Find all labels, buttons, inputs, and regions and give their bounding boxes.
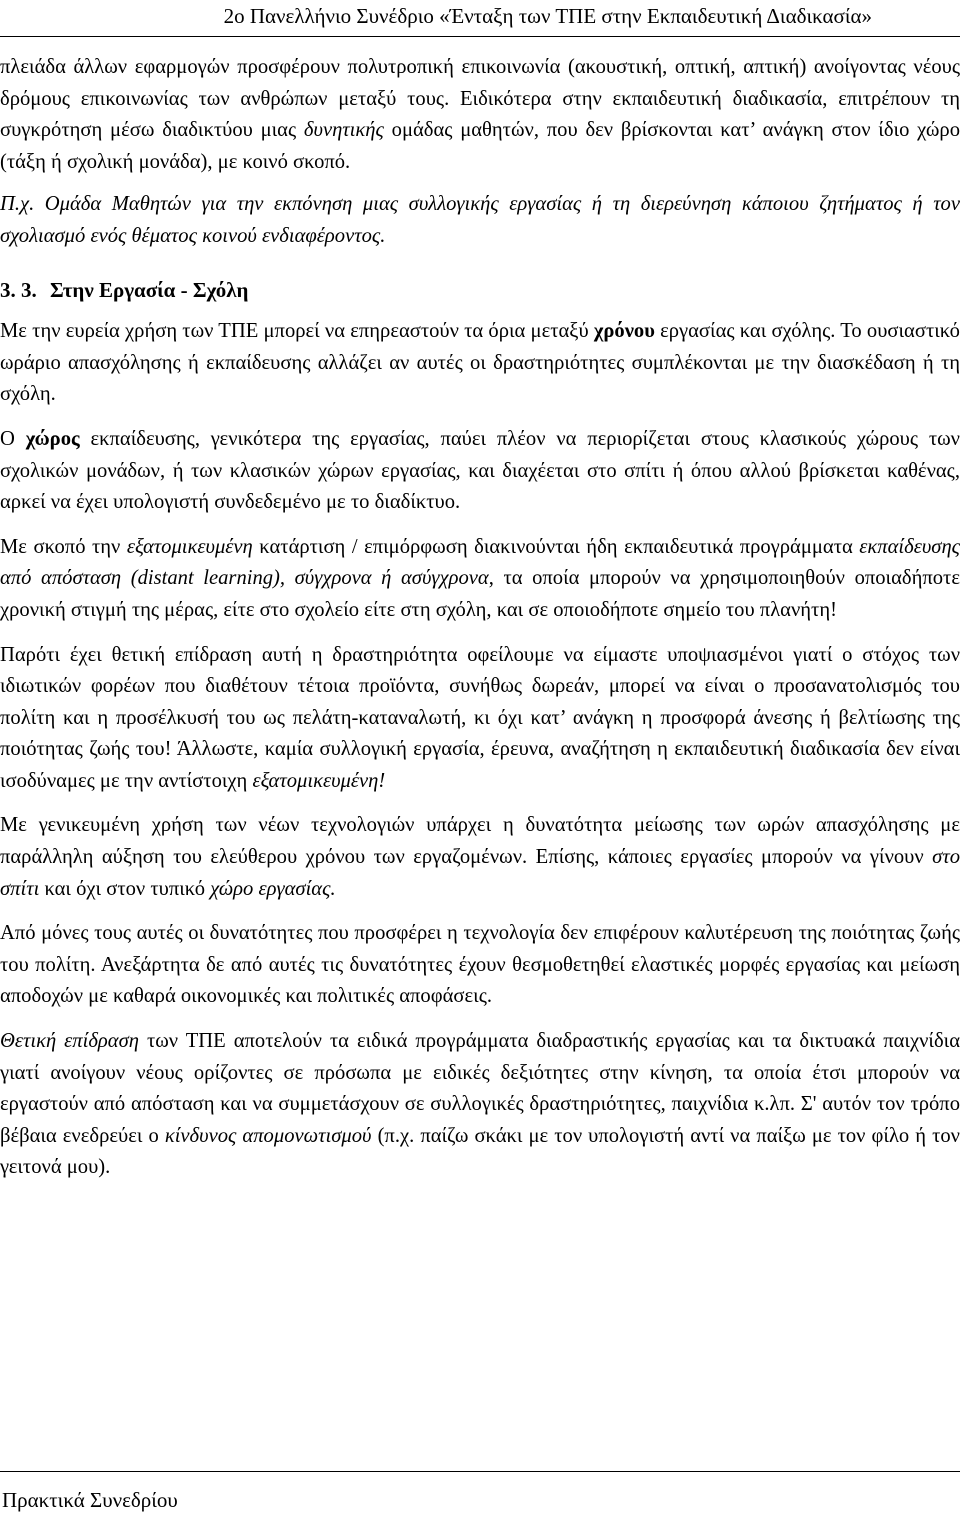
text-run: Με γενικευμένη χρήση των νέων τεχνολογιών υπάρχει η δυνατότητα μείωσης των ωρών απασχόλησης με παράλληλη αύξηση του ελεύθερου χρόνου των εργαζομένων. Επίσης, κάποιες εργασίες μπορούν να γίνουν: [0, 814, 960, 869]
section-heading: [0, 275, 960, 307]
text-run: χώρος: [25, 427, 80, 450]
running-header: [0, 0, 960, 37]
paragraph-example: [0, 189, 960, 252]
paragraph-space: [0, 424, 960, 519]
paragraph-positive-effect: [0, 1026, 960, 1184]
paragraph-distance-learning: [0, 532, 960, 627]
text-run: δυνητικής: [303, 119, 384, 142]
running-footer: [0, 1471, 960, 1522]
text-run: Ο: [0, 427, 26, 450]
text-run: Από μόνες τους αυτές οι δυνατότητες που προσφέρει η τεχνολογία δεν επιφέρουν καλυτέρευση της ποιότητας ζωής του πολίτη. Ανεξάρτητα δε από αυτές τις δυνατότητες έχουν θεσμοθετηθεί ελαστικές μορφές εργασίας και μείωση αποδοχών με καθαρά οικονομικές και πολιτικές αποφάσεις.: [0, 922, 960, 1008]
text-run: Π.χ. Ομάδα Μαθητών για την εκπόνηση μιας συλλογικής εργασίας ή τη διερεύνηση κάποιου ζητήματος ή τον σχολιασμό ενός θέματος κοινού ενδιαφέροντος.: [0, 193, 960, 247]
text-run: πλειάδα άλλων εφαρμογών προσφέρουν πολυτροπική επικοινωνία (ακουστική, οπτική, απτική) ανοίγοντας νέους δρόμους επικοινωνίας των ανθρώπων μεταξύ τους. Ειδικότερα στην εκπαιδευτική διαδικασία, επιτρέπουν τη συγκρότηση μέσω διαδικτύου μιας: [0, 56, 960, 142]
text-run: εργασίας και σχόλης. Το ουσιαστικό ωράριο απασχόλησης ή εκπαίδευσης αλλάζει αν αυτές οι δραστηριότητες συμπλέκονται με την διασκέδαση ή τη σχόλη.: [0, 320, 960, 406]
text-run: των ΤΠΕ αποτελούν τα ειδικά προγράμματα διαδραστικής εργασίας και τα δικτυακά παιχνίδια γιατί ανοίγουν νέους ορίζοντες σε πρόσωπα με ειδικές δεξιότητες στην κίνηση, τα οποία έτσι μπορούν να εργαστούν από απόσταση και να συμμετάσχουν σε συλλογικές δραστηριότητες, παιχνίδια κ.λπ. Σ' αυτόν τον τρόπο βέβαια ενεδρεύει ο: [0, 1030, 960, 1147]
text-run: Με την ευρεία χρήση των ΤΠΕ μπορεί να επηρεαστούν τα όρια μεταξύ: [0, 320, 594, 343]
text-run: κατάρτιση / επιμόρφωση διακινούνται ήδη εκπαιδευτικά προγράμματα: [252, 535, 860, 558]
page-body: [0, 52, 960, 1197]
paragraph-working-hours: [0, 810, 960, 905]
text-run: , τα οποία μπορούν να χρησιμοποιηθούν οποιαδήποτε χρονική στιγμή της μέρας, είτε στο σχολείο είτε στη σχόλη, και σε οποιοδήποτε σημείο του πλανήτη!: [0, 567, 960, 621]
text-run: εκπαίδευσης από απόσταση (distant learning), σύγχρονα ή ασύγχρονα: [0, 535, 960, 590]
footer-label: Πρακτικά Συνεδρίου: [2, 1488, 178, 1512]
paragraph-caution: [0, 640, 960, 798]
paragraph-time: [0, 316, 960, 411]
text-run: εξατομικευμένη!: [252, 769, 386, 792]
text-run: χρόνου: [593, 320, 655, 343]
text-run: Θετική επίδραση: [0, 1030, 139, 1053]
text-run: ομάδας μαθητών, που δεν βρίσκονται κατ’ ανάγκη στον ίδιο χώρο (τάξη ή σχολική μονάδα), με κοινό σκοπό.: [0, 119, 960, 173]
text-run: κίνδυνος απομονωτισμού: [164, 1124, 372, 1147]
text-run: χώρο εργασίας.: [210, 877, 336, 900]
section-number: 3. 3.: [0, 277, 37, 302]
text-run: και όχι στον τυπικό: [39, 877, 211, 900]
text-run: Με σκοπό την: [0, 535, 127, 558]
text-run: (π.χ. παίζω σκάκι με τον υπολογιστή αντί να παίξω με τον φίλο ή τον γειτονά μου).: [0, 1124, 960, 1179]
text-run: εξατομικευμένη: [126, 535, 253, 558]
paragraph-intro: [0, 52, 960, 178]
text-run: στο σπίτι: [0, 846, 960, 900]
header-title: 2ο Πανελλήνιο Συνέδριο «Ένταξη των ΤΠΕ στην Εκπαιδευτική Διαδικασία»: [223, 4, 872, 28]
text-run: Παρότι έχει θετική επίδραση αυτή η δραστηριότητα οφείλουμε να είμαστε υποψιασμένοι γιατί ο στόχος των ιδιωτικών φορέων που διαθέτουν τέτοια προϊόντα, συνήθως δωρεάν, μπορεί να είναι ο προσανατολισμός του πολίτη και η προσέλκυσή του ως πελάτη-καταναλωτή, κι όχι κατ’ ανάγκη η προσφορά άνεσης ή βελτίωσης της ποιότητας ζωής του! Άλλωστε, καμία συλλογική εργασία, έρευνα, αναζήτηση η εκπαιδευτική διαδικασία δεν είναι ισοδύναμες με την αντίστοιχη: [0, 643, 960, 792]
text-run: εκπαίδευσης, γενικότερα της εργασίας, παύει πλέον να περιορίζεται στους κλασικούς χώρους των σχολικών μονάδων, ή των κλασικών χώρων εργασίας, και διαχέεται στο σπίτι ή όπου αλλού βρίσκεται καθένας, αρκεί να έχει υπολογιστή συνδεδεμένο με το διαδίκτυο.: [0, 427, 960, 514]
paragraph-quality-of-life: [0, 918, 960, 1013]
section-title: Στην Εργασία - Σχόλη: [50, 277, 249, 302]
